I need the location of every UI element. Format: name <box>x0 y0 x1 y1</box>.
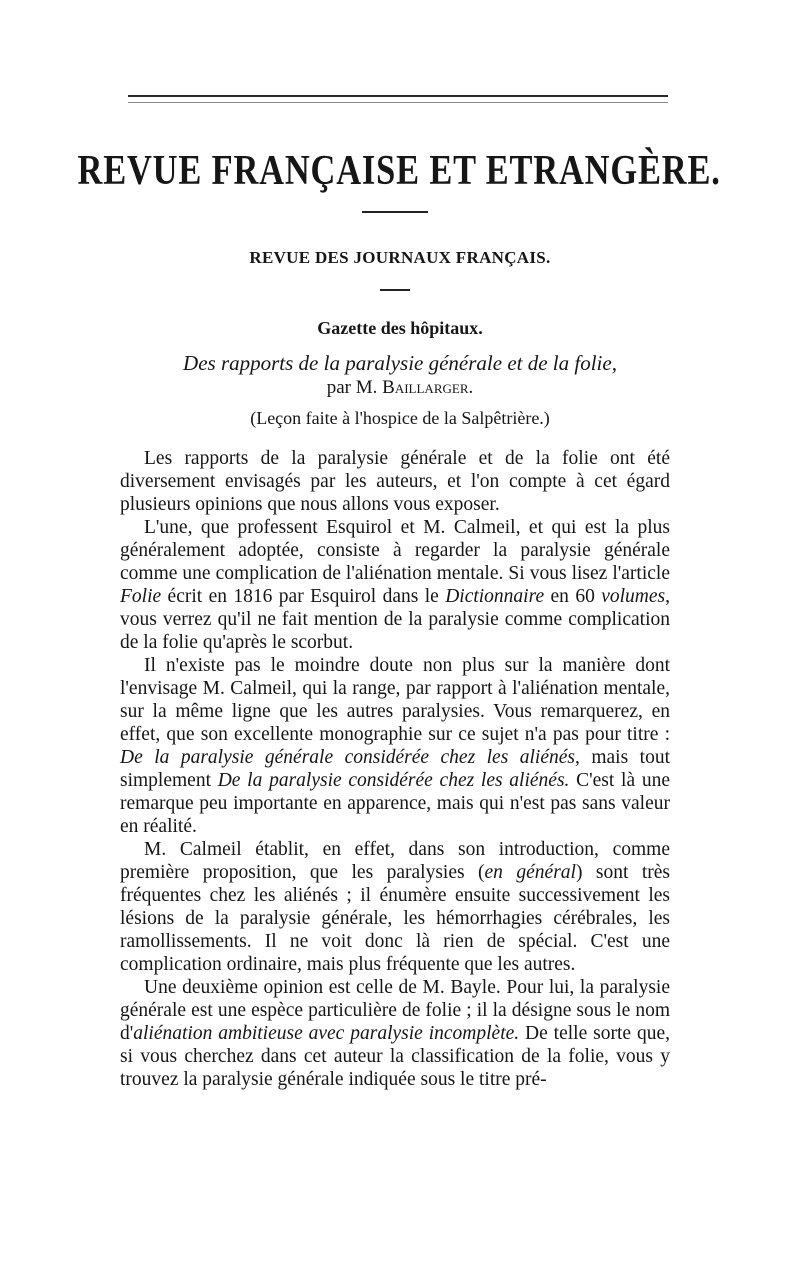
text-run: De telle sorte que, si vous cherchez dans cet auteur la classification de la folie, vous y trouvez la paralysie générale indiquée sous le titre pré- <box>120 1023 670 1090</box>
italic-run: aliénation ambitieuse avec paralysie incomplète. <box>133 1023 520 1044</box>
top-rule-thin <box>128 102 668 103</box>
paragraph-5 <box>120 976 670 1091</box>
author-name: Baillarger. <box>382 377 474 398</box>
article-body <box>120 447 670 1091</box>
italic-run: De la paralysie considérée chez les aliénés. <box>217 770 570 791</box>
section-divider <box>380 289 410 291</box>
paragraph-1: Les rapports de la paralysie générale et de la folie ont été diversement envisagés par les auteurs, et l'on compte à cet égard plusieurs opinions que nous allons vous exposer. <box>120 448 670 515</box>
text-run: C'est là une remarque peu importante en apparence, mais qui n'est pas sans valeur en réalité. <box>120 770 670 837</box>
italic-run: en général <box>484 862 576 883</box>
text-run: L'une, que professent Esquirol et M. Calmeil, et qui est la plus généralement adoptée, consiste à regarder la paralysie générale comme une complication de l'aliénation mentale. Si vous lisez l'article <box>120 517 670 584</box>
text-run: , vous verrez qu'il ne fait mention de la paralysie comme complication de la folie qu'après le scorbut. <box>120 586 671 653</box>
text-run: écrit en 1816 par Esquirol dans le <box>161 586 446 607</box>
paragraph-4 <box>120 838 670 976</box>
title-divider <box>362 211 428 213</box>
article-author <box>0 377 800 399</box>
lesson-note: (Leçon faite à l'hospice de la Salpêtrière.) <box>250 408 550 428</box>
article-title: Des rapports de la paralysie générale et de la folie, <box>183 351 617 375</box>
italic-run: volumes <box>601 586 666 607</box>
paragraph-2 <box>120 516 670 654</box>
italic-run: Dictionnaire <box>445 586 545 607</box>
text-run: ) sont très fréquentes chez les aliénés ; il énumère ensuite successivement les lésions de la paralysie générale, les hémorrhagies cérébrales, les ramollissements. Il ne voit donc là rien de spécial. C'est une complication ordinaire, mais plus fréquente que les autres. <box>120 862 671 975</box>
journal-name: Gazette des hôpitaux. <box>317 318 483 338</box>
section-title: REVUE DES JOURNAUX FRANÇAIS. <box>249 248 551 267</box>
text-run: , mais tout simplement <box>120 747 670 791</box>
text-run: Il n'existe pas le moindre doute non plus sur la manière dont l'envisage M. Calmeil, qui la range, par rapport à l'aliénation mentale, sur la même ligne que les autres paralysies. Vous remarquerez, en effet, que son excellente monographie sur ce sujet n'a pas pour titre : <box>120 655 670 745</box>
text-run: Une deuxième opinion est celle de M. Bayle. Pour lui, la paralysie générale est une espèce particulière de folie ; il la désigne sous le nom d' <box>120 977 670 1044</box>
paragraph-3 <box>120 654 670 838</box>
italic-run: De la paralysie générale considérée chez les aliénés <box>120 747 576 768</box>
text-run: en 60 <box>544 586 602 607</box>
author-prefix: par M. <box>326 377 378 398</box>
top-rule <box>128 95 668 97</box>
italic-run: Folie <box>120 586 162 607</box>
page-title: REVUE FRANÇAISE ET ETRANGÈRE. <box>77 148 721 194</box>
text-run: M. Calmeil établit, en effet, dans son introduction, comme première proposition, que les paralysies ( <box>120 839 670 883</box>
